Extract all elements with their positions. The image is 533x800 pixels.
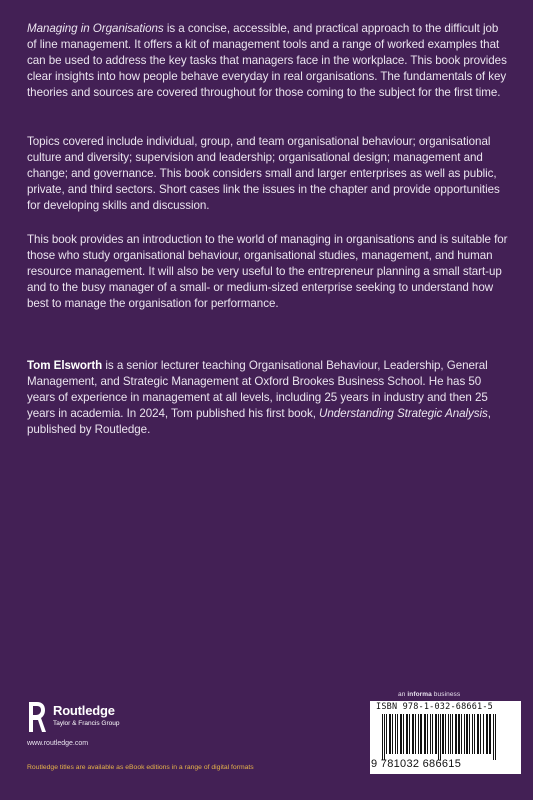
barcode-bar xyxy=(461,714,462,754)
barcode-bar xyxy=(458,714,460,754)
publisher-logo xyxy=(27,700,177,760)
description-text-3: This book provides an introduction to the world of managing in organisations and is suitable for those who study organisational behaviour, organisational studies, management, and human resource management. It will also be very useful to the entrepreneur planning a small start-up and to the busy manager of a small- or medium-sized enterprise seeking to understand how best to manage the organisation for performance. xyxy=(27,233,508,310)
barcode-bar xyxy=(386,714,387,754)
barcode-bar xyxy=(466,714,468,754)
barcode-bar xyxy=(495,714,496,760)
barcode-bar xyxy=(442,714,444,754)
barcode-bar xyxy=(445,714,446,754)
barcode-bar xyxy=(480,714,481,754)
isbn-label: ISBN 978-1-032-68661-5 xyxy=(376,702,493,712)
barcode-bars xyxy=(380,714,515,760)
barcode-bar xyxy=(464,714,465,754)
barcode-bar xyxy=(435,714,437,754)
ebook-note: Routledge titles are available as eBook editions in a range of digital formats xyxy=(27,764,254,771)
description-text-2: Topics covered include individual, group, and team organisational behaviour; organisational culture and diversity; supervision and leadership; organisational design; management and change; and governance. This book considers small and larger enterprises as well as public, private, and third sectors. Short cases link the issues in the chapter and provide opportunities for developing skills and discussion. xyxy=(27,135,500,212)
barcode-bar xyxy=(455,714,457,754)
barcode-bar xyxy=(483,714,484,754)
description-text-1: is a concise, accessible, and practical approach to the difficult job of line management. It offers a kit of management tools and a range of worked examples that can be used to address the key tasks that managers face in the workplace. This book provides clear insights into how people behave everyday in real organisations. The fundamentals of key theories and sources are covered throughout for those coming to the subject for the first time. xyxy=(27,22,507,99)
barcode-bar xyxy=(409,714,410,754)
barcode-bar xyxy=(420,714,422,754)
author-name: Tom Elsworth xyxy=(27,359,103,372)
barcode-bar xyxy=(389,714,391,754)
barcode-bar xyxy=(397,714,398,754)
publisher-name: Routledge xyxy=(53,703,115,718)
barcode-bar xyxy=(474,714,475,754)
barcode-bar xyxy=(472,714,473,754)
author-previous-book: Understanding Strategic Analysis xyxy=(319,406,488,420)
barcode-bar xyxy=(382,714,383,760)
informa-business-tag: an informa business xyxy=(398,691,461,698)
barcode-bar xyxy=(438,714,439,760)
informa-brand: informa xyxy=(407,691,432,698)
author-bio-text: is a senior lecturer teaching Organisational Behaviour, Leadership, General Management, and Strategic Management at Oxford Brookes Business School. He has 50 years of experience in management at all levels, including 25 years in industry and then 25 years in academia. In 2024, Tom published his first book, xyxy=(27,359,488,420)
barcode-bar xyxy=(406,714,408,754)
barcode-bar xyxy=(432,714,433,754)
barcode-bar xyxy=(427,714,428,754)
barcode-bar xyxy=(395,714,396,754)
book-title: Managing in Organisations xyxy=(27,22,164,35)
barcode-bar xyxy=(469,714,470,754)
author-bio xyxy=(27,358,511,438)
barcode-bar xyxy=(489,714,491,754)
publisher-url[interactable]: www.routledge.com xyxy=(27,740,89,747)
barcode-digits: 9 781032 686615 xyxy=(371,758,462,770)
description-paragraph-1 xyxy=(27,21,511,101)
barcode-bar xyxy=(477,714,479,754)
barcode-bar xyxy=(493,714,494,760)
barcode-bar xyxy=(430,714,431,754)
isbn-barcode xyxy=(370,701,521,774)
description-paragraph-2 xyxy=(27,134,511,214)
barcode-bar xyxy=(452,714,453,754)
barcode-bar xyxy=(403,714,404,754)
publisher-group: Taylor & Francis Group xyxy=(53,720,120,727)
barcode-bar xyxy=(440,714,441,760)
barcode-bar xyxy=(424,714,426,754)
barcode-bar xyxy=(400,714,402,754)
barcode-bar xyxy=(450,714,451,754)
barcode-bar xyxy=(412,714,414,754)
routledge-logo-icon xyxy=(27,700,47,734)
author-bio-end: , published by Routledge. xyxy=(27,406,491,436)
barcode-bar xyxy=(486,714,488,754)
barcode-bar xyxy=(392,714,393,754)
barcode-bar xyxy=(418,714,419,754)
barcode-bar xyxy=(415,714,416,754)
barcode-bar xyxy=(384,714,385,760)
barcode-bar xyxy=(448,714,449,754)
description-paragraph-3 xyxy=(27,232,511,312)
